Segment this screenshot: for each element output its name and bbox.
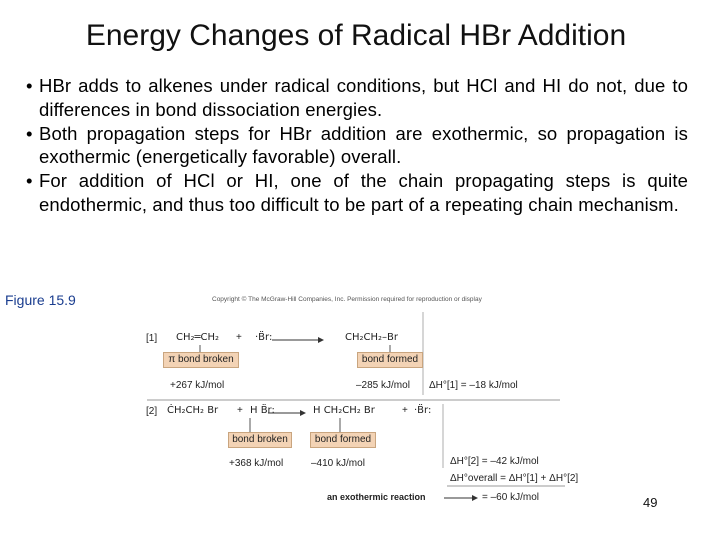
step2-broken-box: bond broken	[228, 432, 292, 448]
step1-label: [1]	[146, 333, 158, 344]
step1-energy-formed: –285 kJ/mol	[356, 380, 410, 391]
step1-plus: +	[236, 332, 242, 343]
figure-label: Figure 15.9	[5, 292, 76, 308]
overall-delta-h: = –60 kJ/mol	[482, 492, 539, 503]
step2-delta-h: ΔH°[2] = –42 kJ/mol	[450, 456, 539, 467]
step1-formed-box: bond formed	[357, 352, 423, 368]
overall-caption: an exothermic reaction	[327, 492, 426, 502]
bullet-symbol: •	[26, 122, 33, 144]
bullet-symbol: •	[26, 75, 33, 96]
step1-alkene: CH₂═CH₂	[176, 332, 220, 343]
overall-arrow	[444, 495, 478, 501]
bullet-symbol: •	[26, 170, 33, 192]
step2-label: [2]	[146, 406, 158, 417]
step1-broken-box: π bond broken	[163, 352, 239, 368]
step1-product: CH₂CH₂–Br	[345, 332, 398, 343]
step2-energy-formed: –410 kJ/mol	[311, 458, 365, 469]
step2-product: H CH₂CH₂ Br	[313, 405, 375, 416]
step2-hbr: H B̈r:	[250, 405, 275, 416]
slide-title: Energy Changes of Radical HBr Addition	[85, 19, 627, 52]
bullet-text: Both propagation steps for HBr addition are exothermic, so propagation is exothermic (energetically favorable) overall.	[39, 122, 688, 168]
step1-br-radical: ·B̈r:	[255, 332, 273, 343]
step2-plus-1: +	[237, 405, 243, 416]
step2-plus-2: +	[402, 405, 408, 416]
step2-radical: ĊH₂CH₂ Br	[167, 405, 219, 416]
copyright-notice: Copyright © The McGraw-Hill Companies, Inc. Permission required for reproduction or display	[212, 296, 482, 303]
overall-sum: ΔH°overall = ΔH°[1] + ΔH°[2]	[450, 473, 579, 484]
page-number: 49	[643, 495, 658, 510]
bullet-text: For addition of HCl or HI, one of the chain propagating steps is quite endothermic, and thus too difficult to be part of a repeating chain mechanism.	[39, 170, 688, 215]
step2-energy-broken: +368 kJ/mol	[229, 458, 284, 469]
bullet-text: HBr adds to alkenes under radical conditions, but HCl and HI do not, due to differences in bond dissociation energies.	[39, 75, 688, 120]
step2-br-radical: ·B̈r:	[414, 405, 432, 416]
step2-formed-box: bond formed	[310, 432, 376, 448]
step1-arrow	[272, 337, 324, 343]
step1-delta-h: ΔH°[1] = –18 kJ/mol	[429, 380, 518, 391]
step1-energy-broken: +267 kJ/mol	[170, 380, 225, 391]
